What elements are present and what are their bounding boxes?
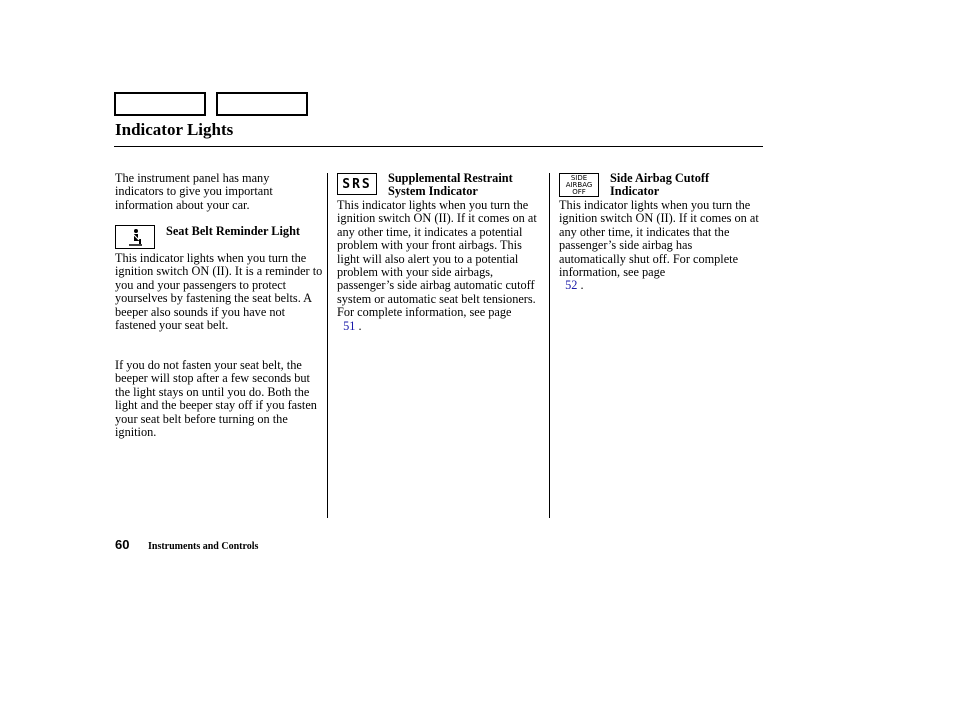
seat-belt-icon <box>115 225 155 249</box>
page-link-52[interactable]: 52 <box>565 278 578 293</box>
side-airbag-off-icon <box>559 173 599 197</box>
intro-text: The instrument panel has many indicators to give you important information about your car. <box>115 171 273 212</box>
srs-heading <box>388 172 548 199</box>
section-label: Instruments and Controls <box>148 541 259 552</box>
srs-heading-line1: Supplemental Restraint <box>388 171 513 185</box>
srs-heading-line2: System Indicator <box>388 184 478 199</box>
seat-belt-heading: Seat Belt Reminder Light <box>166 224 301 238</box>
side-airbag-period: . <box>577 278 584 293</box>
side-airbag-icon-line3: OFF <box>572 187 586 196</box>
side-airbag-paragraph <box>559 199 759 293</box>
nav-button-previous[interactable] <box>114 92 206 116</box>
side-airbag-icon-line1: SIDE <box>570 173 588 182</box>
page-title: Indicator Lights <box>115 120 234 139</box>
srs-icon <box>337 173 377 195</box>
srs-paragraph <box>337 199 542 333</box>
column-divider <box>549 173 550 518</box>
seat-belt-paragraph-2: If you do not fasten your seat belt, the beeper will stop after a few seconds but the light stays on until you do. Both the light and the beeper stay off if you fasten your seat belt before turning on the ignition. <box>115 358 317 440</box>
title-divider <box>114 146 763 147</box>
page-link-51[interactable]: 51 <box>343 318 356 333</box>
page-number: 60 <box>115 537 130 552</box>
side-airbag-icon-line2: AIRBAG <box>565 180 593 189</box>
side-airbag-heading-line1: Side Airbag Cutoff <box>610 171 710 185</box>
side-airbag-paragraph-text: This indicator lights when you turn the ignition switch ON (II). If it comes on at any other time, it indicates that the passenger’s side airbag has automatically shut off. For complete information, see page <box>559 198 759 280</box>
srs-icon-label: SRS <box>342 176 372 192</box>
srs-period: . <box>355 318 362 333</box>
nav-button-next[interactable] <box>216 92 308 116</box>
column-divider <box>327 173 328 518</box>
side-airbag-heading <box>610 172 760 199</box>
srs-paragraph-text: This indicator lights when you turn the ignition switch ON (II). If it comes on at any other time, it indicates a potential problem with your front airbags. This light will also alert you to a potential problem with your side airbags, passenger’s side airbag automatic cutoff system or automatic seat belt tensioners. For complete information, see page <box>337 198 537 320</box>
side-airbag-heading-line2: Indicator <box>610 184 660 199</box>
seat-belt-paragraph: This indicator lights when you turn the ignition switch ON (II). It is a reminder to you and your passengers to protect yourselves by fastening the seat belts. A beeper also sounds if you have not fastened your seat belt. <box>115 251 323 333</box>
